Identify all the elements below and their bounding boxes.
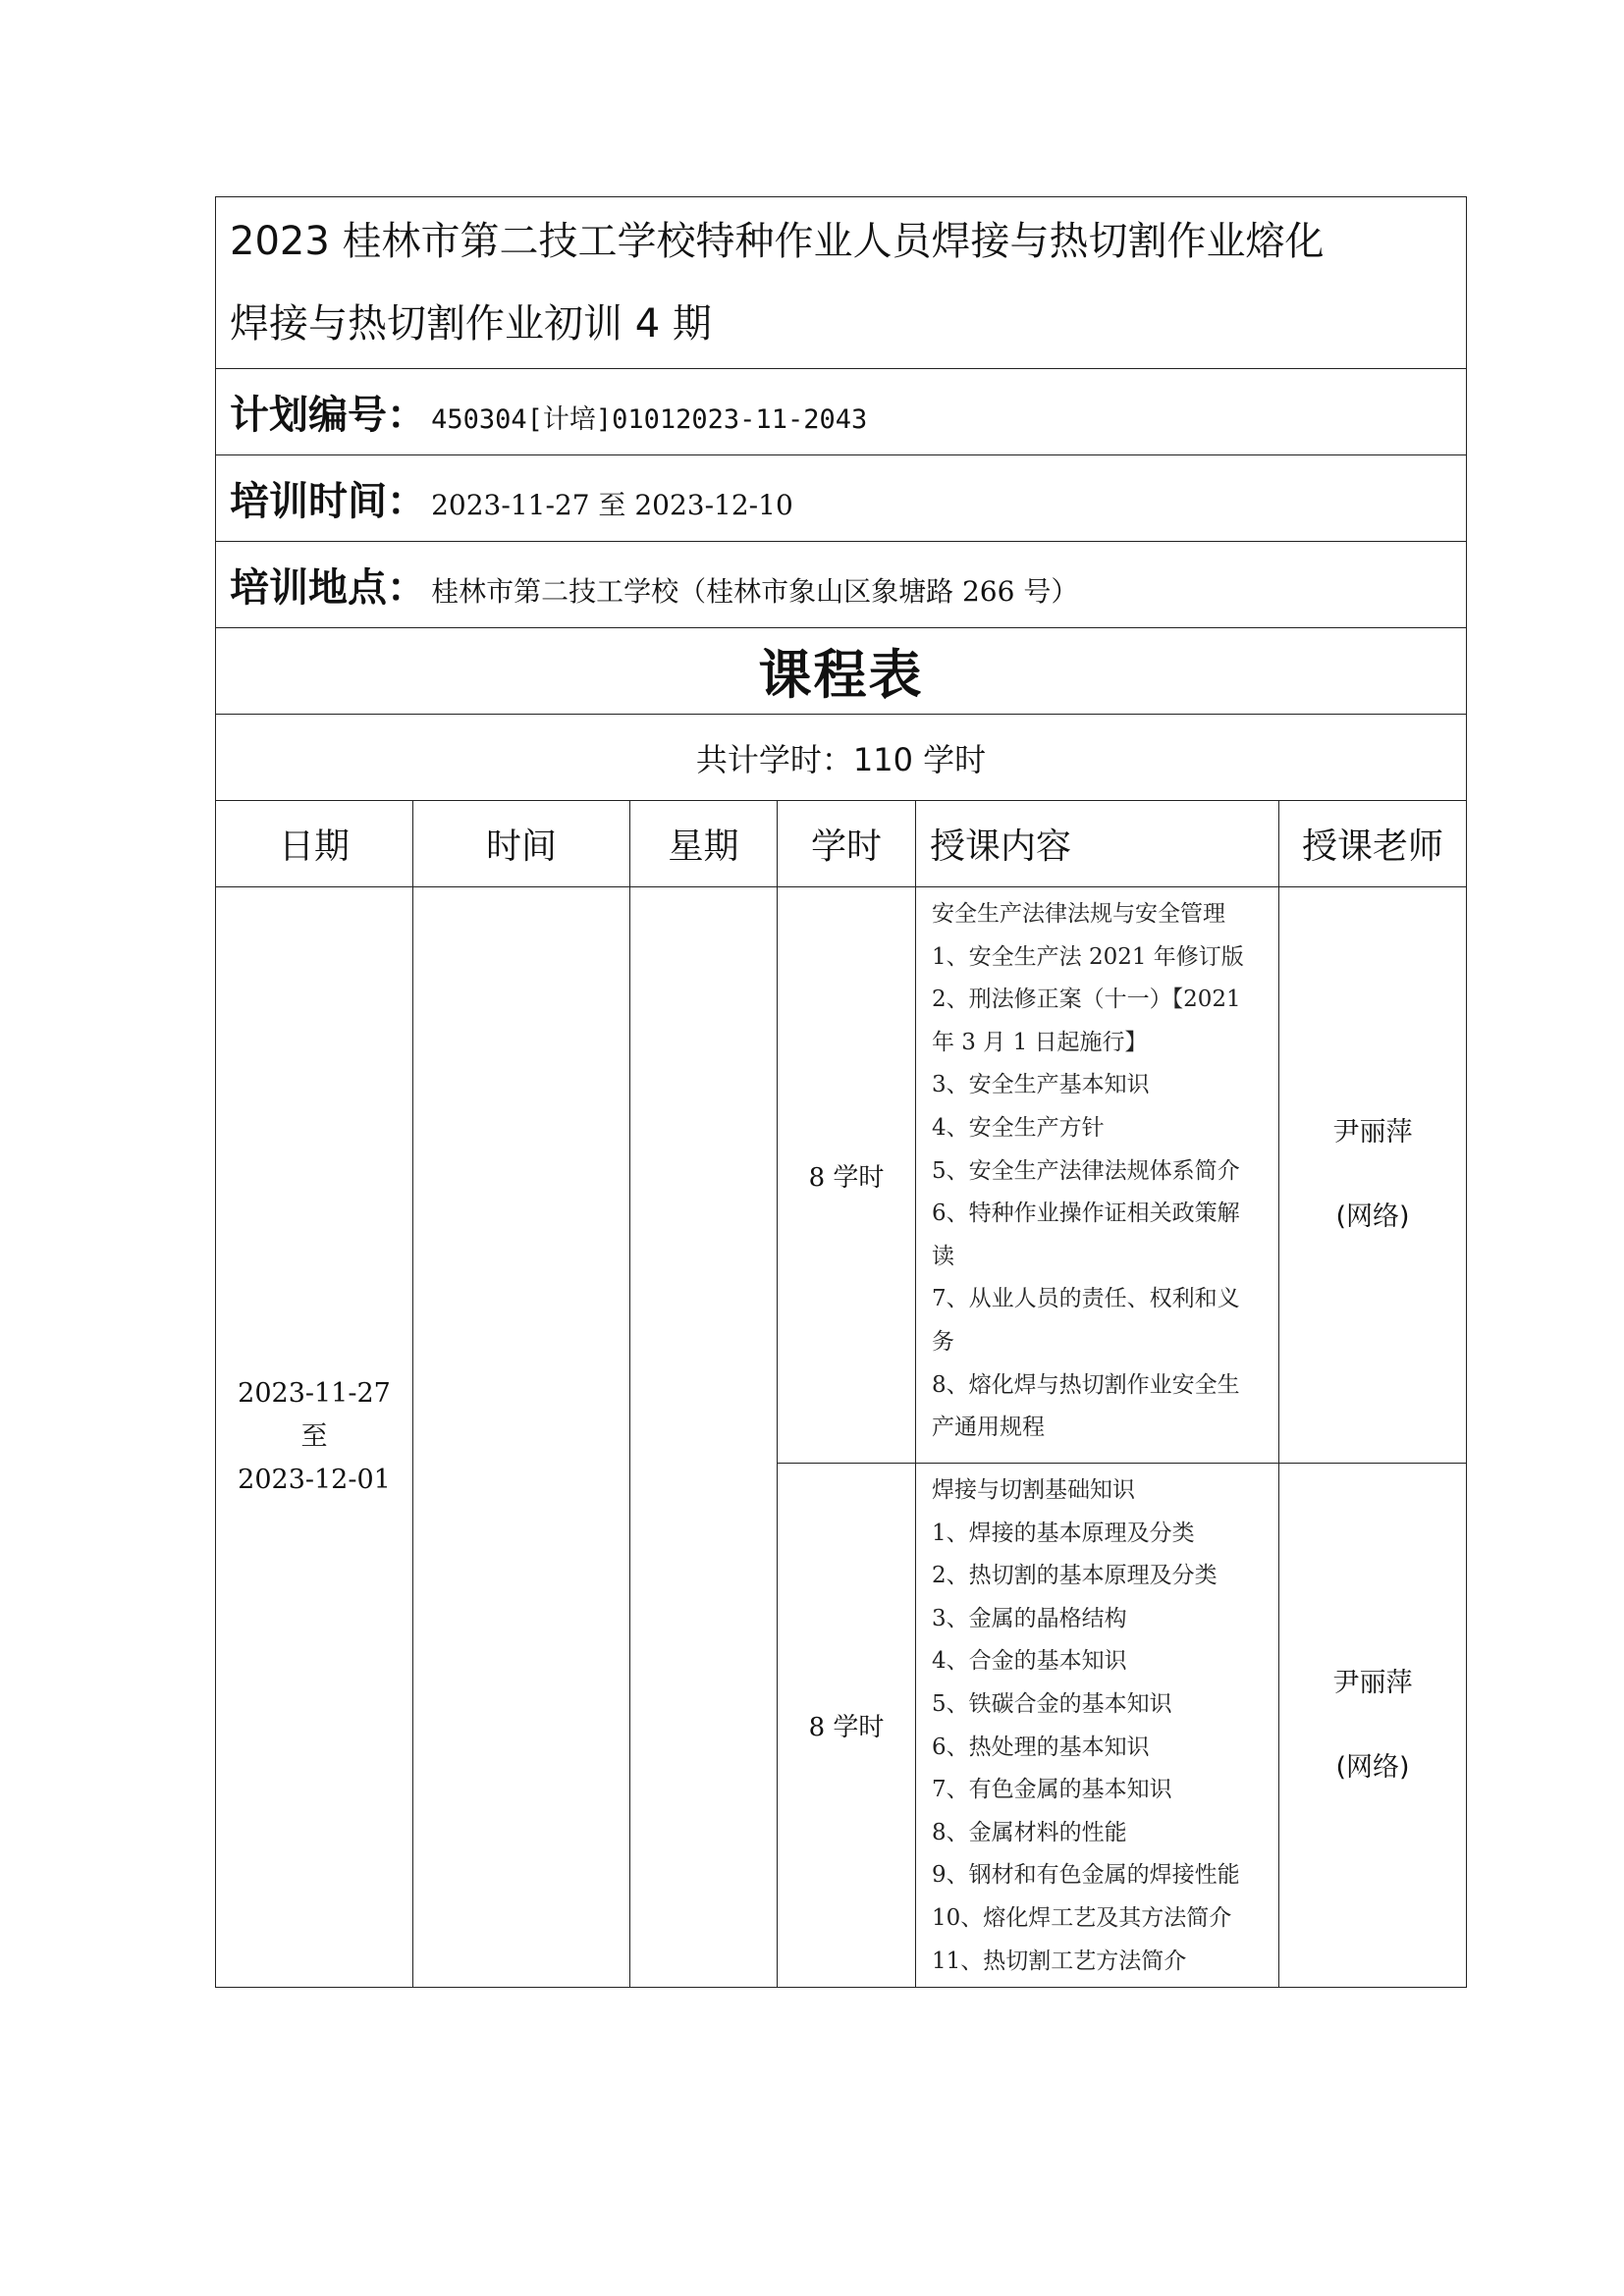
time-cell <box>413 887 630 1988</box>
content-line: 3、金属的晶格结构 <box>932 1605 1127 1631</box>
teacher-note: (网络) <box>1335 1201 1410 1232</box>
content-line: 焊接与切割基础知识 <box>932 1477 1135 1503</box>
content-line: 5、安全生产法律法规体系简介 <box>932 1157 1240 1184</box>
training-place-colon: ： <box>387 565 426 611</box>
teacher-name: 尹丽萍 <box>1332 1667 1413 1698</box>
title-line-2: 焊接与热切割作业初训 4 期 <box>230 301 712 347</box>
content-line: 1、焊接的基本原理及分类 <box>932 1520 1195 1546</box>
date-range-cell <box>216 887 413 1988</box>
content-line: 5、铁碳合金的基本知识 <box>932 1690 1172 1717</box>
content-line: 2、热切割的基本原理及分类 <box>932 1563 1218 1589</box>
training-place-value: 桂林市第二技工学校（桂林市象山区象塘路 266 号） <box>431 575 1079 608</box>
date-end: 2023-12-01 <box>238 1465 391 1496</box>
content-line: 年 3 月 1 日起施行】 <box>932 1029 1148 1055</box>
plan-number-label: 计划编号 <box>230 393 387 438</box>
total-hours: 共计学时：110 学时 <box>216 715 1467 801</box>
training-place-label: 培训地点 <box>230 565 387 611</box>
date-start: 2023-11-27 <box>238 1378 391 1410</box>
plan-number-colon: ： <box>387 393 426 438</box>
session-1-hours-text: 8 学时 <box>808 1162 885 1193</box>
content-line: 3、安全生产基本知识 <box>932 1072 1150 1098</box>
course-schedule-table <box>215 196 1467 1988</box>
content-line: 4、合金的基本知识 <box>932 1648 1127 1675</box>
session-1-hours <box>778 887 916 1464</box>
session-2-hours <box>778 1464 916 1988</box>
session-1-content <box>916 887 1279 1464</box>
header-teacher: 授课老师 <box>1279 801 1467 887</box>
content-line: 安全生产法律法规与安全管理 <box>932 901 1225 927</box>
content-line: 1、安全生产法 2021 年修订版 <box>932 943 1244 970</box>
title-line-1: 2023 桂林市第二技工学校特种作业人员焊接与热切割作业熔化 <box>230 219 1325 264</box>
header-content: 授课内容 <box>916 801 1279 887</box>
session-1-teacher <box>1279 887 1467 1464</box>
content-line: 读 <box>932 1243 954 1269</box>
plan-number-row <box>216 369 1467 455</box>
content-line: 11、热切割工艺方法简介 <box>932 1948 1187 1974</box>
header-time: 时间 <box>413 801 630 887</box>
training-time-value: 2023-11-27 至 2023-12-10 <box>431 489 793 521</box>
content-line: 务 <box>932 1328 954 1355</box>
plan-number-value: 450304[计培]01012023-11-2043 <box>431 404 868 435</box>
content-line: 产通用规程 <box>932 1415 1045 1441</box>
content-line: 2、刑法修正案（十一）【2021 <box>932 987 1241 1013</box>
teacher-name: 尹丽萍 <box>1332 1117 1413 1148</box>
schedule-title: 课程表 <box>216 628 1467 715</box>
content-line: 4、安全生产方针 <box>932 1114 1105 1141</box>
content-line: 6、热处理的基本知识 <box>932 1734 1150 1760</box>
content-line: 7、有色金属的基本知识 <box>932 1777 1172 1803</box>
content-line: 8、金属材料的性能 <box>932 1819 1127 1845</box>
header-date: 日期 <box>216 801 413 887</box>
date-to: 至 <box>300 1421 328 1453</box>
session-2-hours-text: 8 学时 <box>808 1713 885 1743</box>
document-title <box>216 197 1467 369</box>
session-2-teacher <box>1279 1464 1467 1988</box>
teacher-note: (网络) <box>1335 1751 1410 1783</box>
training-place-row <box>216 542 1467 628</box>
weekday-cell <box>630 887 778 1988</box>
header-weekday: 星期 <box>630 801 778 887</box>
content-line: 6、特种作业操作证相关政策解 <box>932 1201 1240 1227</box>
session-2-content <box>916 1464 1279 1988</box>
header-hours: 学时 <box>778 801 916 887</box>
content-line: 10、熔化焊工艺及其方法简介 <box>932 1904 1232 1931</box>
training-time-row <box>216 455 1467 542</box>
content-line: 8、熔化焊与热切割作业安全生 <box>932 1371 1240 1398</box>
training-time-label: 培训时间 <box>230 479 387 524</box>
content-line: 9、钢材和有色金属的焊接性能 <box>932 1862 1240 1889</box>
training-time-colon: ： <box>387 479 426 524</box>
content-line: 7、从业人员的责任、权利和义 <box>932 1286 1240 1312</box>
